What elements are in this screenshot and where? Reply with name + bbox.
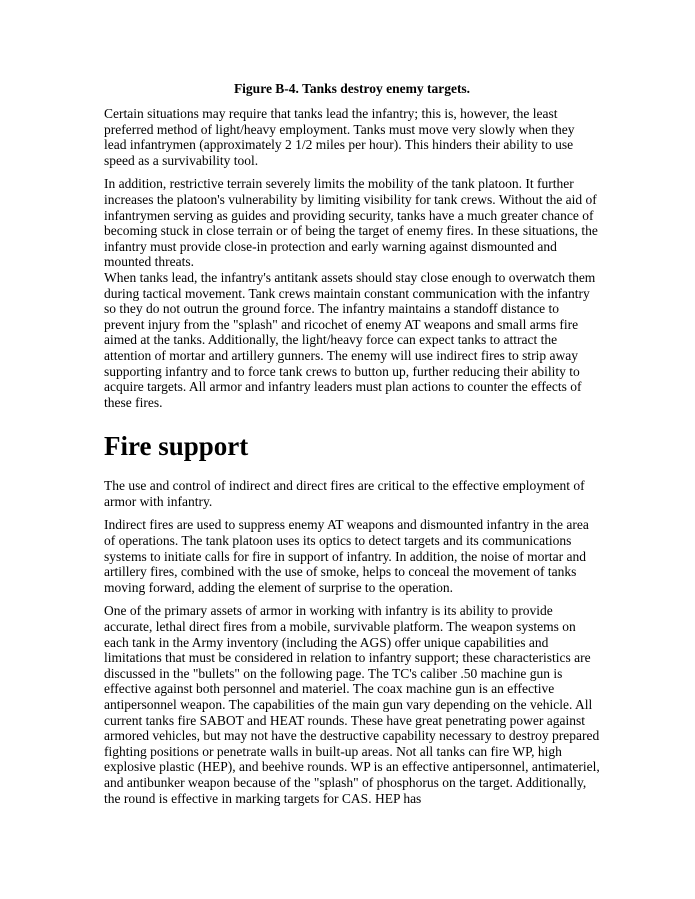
document-page: [104, 80, 600, 814]
paragraph-fires-critical: The use and control of indirect and direct fires are critical to the effective employment of armor with infantry.: [104, 478, 585, 509]
paragraph-antitank-assets: When tanks lead, the infantry's antitank assets should stay close enough to overwatch them during tactical movement. Tank crews maintain constant communication with the infantry so they do not outrun the ground force. The infantry maintains a standoff distance to prevent injury from the "splash" and ricochet of enemy AT weapons and small arms fire aimed at the tanks. Additionally, the light/heavy force can expect tanks to attract the attention of mortar and artillery gunners. The enemy will use indirect fires to strip away supporting infantry and to force tank crews to button up, further reducing their ability to acquire targets. All armor and infantry leaders must plan actions to counter the effects of these fires.: [104, 269, 596, 410]
paragraph-tanks-lead: Certain situations may require that tanks lead the infantry; this is, however, the least preferred method of light/heavy employment. Tanks must move very slowly when they lead infantrymen (approximately 2 1/2 miles per hour). This hinders their ability to use speed as a survivability tool.: [104, 106, 575, 168]
paragraph-restrictive-terrain: In addition, restrictive terrain severely limits the mobility of the tank platoon. It further increases the platoon's vulnerability by limiting visibility for tank crews. Without the aid of infantrymen serving as guides and providing security, tanks have a much greater chance of becoming stuck in close terrain or of being the target of enemy fires. In these situations, the infantry must provide close-in protection and early warning against dismounted and mounted threats.: [104, 176, 598, 270]
figure-caption: Figure B-4. Tanks destroy enemy targets.: [233, 81, 471, 96]
paragraph-direct-fires: One of the primary assets of armor in working with infantry is its ability to provide accurate, lethal direct fires from a mobile, survivable platform. The weapon systems on each tank in the Army inventory (including the AGS) offer unique capabilities and limitations that must be considered in relation to infantry support; these characteristics are discussed in the "bullets" on the following page. The TC's caliber .50 machine gun is effective against both personnel and materiel. The coax machine gun is an effective antipersonnel weapon. The capabilities of the main gun vary depending on the vehicle. All current tanks fire SABOT and HEAT rounds. These have great penetrating power against armored vehicles, but may not have the destructive capability necessary to destroy prepared fighting positions or penetrate walls in built-up areas. Not all tanks can fire WP, high explosive plastic (HEP), and beehive rounds. WP is an effective antipersonnel, antimateriel, and antibunker weapon because of the "splash" of phosphorus on the target. Additionally, the round is effective in marking targets for CAS. HEP has: [104, 603, 600, 806]
section-heading: Fire support: [104, 431, 249, 462]
paragraph-indirect-fires: Indirect fires are used to suppress enemy AT weapons and dismounted infantry in the area of operations. The tank platoon uses its optics to detect targets and its communications systems to initiate calls for fire in support of infantry. In addition, the noise of mortar and artillery fires, combined with the use of smoke, helps to conceal the movement of tanks moving forward, adding the element of surprise to the operation.: [104, 517, 589, 595]
